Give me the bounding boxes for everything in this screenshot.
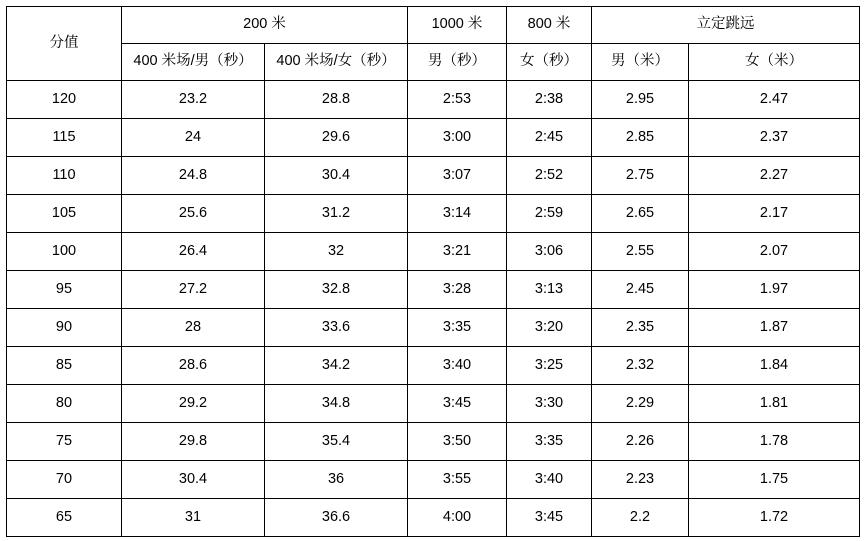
cell-jump-male: 2.2	[592, 499, 689, 537]
cell-score: 80	[7, 385, 122, 423]
cell-1000m-male: 2:53	[408, 81, 507, 119]
header-group-1000m: 1000 米	[408, 7, 507, 44]
cell-1000m-male: 3:50	[408, 423, 507, 461]
cell-200m-female: 30.4	[265, 157, 408, 195]
cell-200m-female: 34.8	[265, 385, 408, 423]
cell-200m-male: 28.6	[122, 347, 265, 385]
cell-jump-male: 2.23	[592, 461, 689, 499]
table-row	[7, 499, 860, 537]
table-header	[7, 7, 860, 81]
cell-score: 115	[7, 119, 122, 157]
cell-jump-male: 2.29	[592, 385, 689, 423]
header-sub-800m-female: 女（秒）	[507, 44, 592, 81]
cell-jump-male: 2.75	[592, 157, 689, 195]
cell-jump-male: 2.35	[592, 309, 689, 347]
table-row	[7, 233, 860, 271]
cell-800m-female: 3:40	[507, 461, 592, 499]
header-sub-jump-male: 男（米）	[592, 44, 689, 81]
cell-800m-female: 3:13	[507, 271, 592, 309]
cell-jump-male: 2.45	[592, 271, 689, 309]
cell-200m-male: 30.4	[122, 461, 265, 499]
table-row	[7, 195, 860, 233]
cell-jump-male: 2.95	[592, 81, 689, 119]
cell-200m-male: 31	[122, 499, 265, 537]
cell-200m-female: 33.6	[265, 309, 408, 347]
cell-jump-female: 2.07	[689, 233, 860, 271]
table-row	[7, 119, 860, 157]
cell-800m-female: 3:25	[507, 347, 592, 385]
table-row	[7, 385, 860, 423]
cell-jump-female: 1.87	[689, 309, 860, 347]
cell-200m-female: 29.6	[265, 119, 408, 157]
cell-200m-male: 24	[122, 119, 265, 157]
table-row	[7, 157, 860, 195]
cell-200m-female: 36	[265, 461, 408, 499]
table-row	[7, 423, 860, 461]
cell-200m-female: 34.2	[265, 347, 408, 385]
table-row	[7, 461, 860, 499]
cell-score: 100	[7, 233, 122, 271]
header-group-800m: 800 米	[507, 7, 592, 44]
cell-800m-female: 2:59	[507, 195, 592, 233]
cell-800m-female: 2:38	[507, 81, 592, 119]
cell-jump-female: 1.75	[689, 461, 860, 499]
cell-800m-female: 3:45	[507, 499, 592, 537]
cell-jump-female: 1.78	[689, 423, 860, 461]
cell-200m-female: 36.6	[265, 499, 408, 537]
cell-200m-female: 32.8	[265, 271, 408, 309]
cell-score: 85	[7, 347, 122, 385]
cell-jump-male: 2.85	[592, 119, 689, 157]
cell-800m-female: 3:30	[507, 385, 592, 423]
cell-800m-female: 2:52	[507, 157, 592, 195]
cell-800m-female: 2:45	[507, 119, 592, 157]
cell-score: 75	[7, 423, 122, 461]
cell-1000m-male: 3:45	[408, 385, 507, 423]
cell-200m-male: 29.2	[122, 385, 265, 423]
cell-score: 110	[7, 157, 122, 195]
cell-200m-male: 24.8	[122, 157, 265, 195]
header-sub-200m-male: 400 米场/男（秒）	[122, 44, 265, 81]
cell-jump-male: 2.26	[592, 423, 689, 461]
cell-jump-female: 2.37	[689, 119, 860, 157]
table-row	[7, 309, 860, 347]
cell-1000m-male: 3:21	[408, 233, 507, 271]
cell-1000m-male: 3:00	[408, 119, 507, 157]
cell-200m-female: 31.2	[265, 195, 408, 233]
cell-jump-male: 2.55	[592, 233, 689, 271]
table-row	[7, 81, 860, 119]
cell-jump-male: 2.65	[592, 195, 689, 233]
cell-jump-female: 1.84	[689, 347, 860, 385]
cell-jump-female: 1.72	[689, 499, 860, 537]
cell-jump-female: 1.97	[689, 271, 860, 309]
cell-jump-female: 2.47	[689, 81, 860, 119]
cell-800m-female: 3:06	[507, 233, 592, 271]
cell-score: 120	[7, 81, 122, 119]
cell-1000m-male: 4:00	[408, 499, 507, 537]
cell-1000m-male: 3:07	[408, 157, 507, 195]
cell-200m-male: 27.2	[122, 271, 265, 309]
cell-jump-female: 1.81	[689, 385, 860, 423]
cell-jump-female: 2.27	[689, 157, 860, 195]
header-score: 分值	[7, 7, 122, 81]
cell-200m-male: 25.6	[122, 195, 265, 233]
cell-1000m-male: 3:55	[408, 461, 507, 499]
table-header-group-row	[7, 7, 860, 44]
header-sub-1000m-male: 男（秒）	[408, 44, 507, 81]
cell-200m-female: 28.8	[265, 81, 408, 119]
cell-score: 70	[7, 461, 122, 499]
table-row	[7, 347, 860, 385]
cell-200m-female: 35.4	[265, 423, 408, 461]
header-sub-200m-female: 400 米场/女（秒）	[265, 44, 408, 81]
cell-200m-female: 32	[265, 233, 408, 271]
header-sub-jump-female: 女（米）	[689, 44, 860, 81]
cell-score: 95	[7, 271, 122, 309]
cell-800m-female: 3:35	[507, 423, 592, 461]
table-row	[7, 271, 860, 309]
cell-score: 65	[7, 499, 122, 537]
cell-200m-male: 28	[122, 309, 265, 347]
cell-200m-male: 29.8	[122, 423, 265, 461]
cell-200m-male: 23.2	[122, 81, 265, 119]
header-group-200m: 200 米	[122, 7, 408, 44]
cell-1000m-male: 3:40	[408, 347, 507, 385]
score-standards-table	[6, 6, 860, 537]
cell-200m-male: 26.4	[122, 233, 265, 271]
cell-jump-female: 2.17	[689, 195, 860, 233]
table-body	[7, 81, 860, 537]
cell-1000m-male: 3:14	[408, 195, 507, 233]
cell-800m-female: 3:20	[507, 309, 592, 347]
cell-1000m-male: 3:28	[408, 271, 507, 309]
cell-score: 105	[7, 195, 122, 233]
header-group-standing-long-jump: 立定跳远	[592, 7, 860, 44]
cell-1000m-male: 3:35	[408, 309, 507, 347]
cell-score: 90	[7, 309, 122, 347]
table-header-sub-row	[7, 44, 860, 81]
cell-jump-male: 2.32	[592, 347, 689, 385]
